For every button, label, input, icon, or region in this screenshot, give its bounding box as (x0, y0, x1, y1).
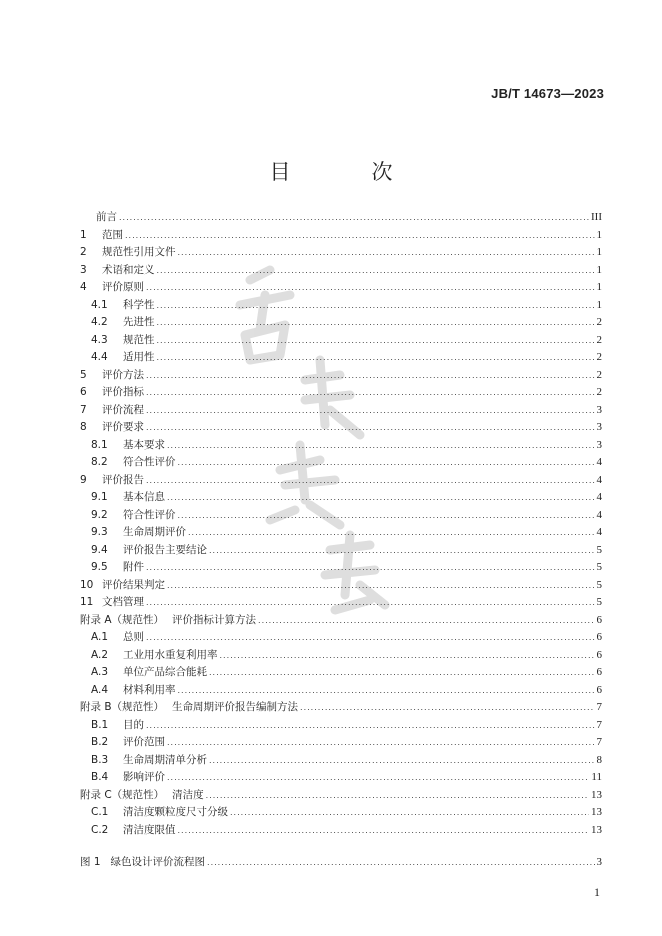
toc-leader-dots (157, 262, 595, 280)
toc-leader-dots (146, 629, 595, 647)
toc-entry-number: 3 (80, 263, 87, 276)
toc-entry[interactable] (80, 647, 602, 665)
toc-entry-page: 6 (596, 666, 602, 678)
toc-entry-page: 5 (596, 543, 602, 556)
page-title: 目 次 (269, 160, 423, 184)
toc-leader-dots (209, 542, 595, 560)
toc-entry-number: 8 (80, 421, 87, 433)
toc-leader-dots (167, 734, 595, 752)
toc-entry-number: 4.1 (91, 298, 108, 311)
toc-entry-title: 单位产品综合能耗 (123, 666, 207, 678)
toc-entry-page: 4 (596, 491, 602, 503)
toc-entry-title: 工业用水重复利用率 (123, 648, 218, 661)
toc-entry-title: 评价要求 (102, 421, 144, 433)
toc-entry[interactable] (80, 734, 602, 752)
toc-entry-number: A.4 (91, 683, 109, 696)
toc-entry[interactable] (80, 454, 602, 472)
toc-entry[interactable] (80, 419, 602, 437)
toc-leader-dots (146, 367, 595, 385)
toc-entry-page: 5 (596, 596, 602, 608)
toc-entry-title: 评价方法 (102, 368, 144, 381)
toc-entry-number: A.2 (91, 648, 109, 661)
toc-entry[interactable] (80, 664, 602, 682)
toc-entry-title: 总则 (123, 631, 144, 643)
page-number: 1 (594, 885, 600, 899)
toc-entry-title: 术语和定义 (102, 263, 155, 276)
toc-entry-title: 评价指标 (102, 386, 144, 398)
toc-entry-title: 附件 (123, 561, 144, 573)
toc-leader-dots (146, 594, 595, 612)
toc-entry-number: 附录 C（规范性） (80, 788, 165, 801)
toc-entry-title: 评价指标计算方法 (172, 613, 257, 626)
toc-entry[interactable] (80, 559, 602, 577)
toc-entry-title: 清洁度限值 (123, 823, 176, 836)
toc-leader-dots (178, 454, 595, 472)
toc-entry-number: 4.2 (91, 316, 108, 328)
toc-entry-page: 7 (596, 736, 602, 748)
toc-entry-number: 8.2 (91, 456, 108, 468)
toc-entry-number: 9.1 (91, 491, 108, 503)
toc-leader-dots (209, 752, 595, 770)
toc-entry-title: 评价报告主要结论 (123, 543, 207, 556)
toc-entry-page: 1 (596, 263, 602, 276)
toc-entry-page: 4 (596, 473, 602, 486)
toc-entry-page: 7 (596, 718, 602, 731)
toc-leader-dots (157, 314, 595, 332)
toc-leader-dots (167, 489, 595, 507)
toc-entry-page: 4 (596, 526, 602, 538)
toc-leader-dots (167, 437, 595, 455)
toc-leader-dots (146, 402, 595, 420)
toc-entry[interactable] (80, 577, 602, 595)
toc-entry-number: 8.1 (91, 438, 108, 451)
toc-entry-page: 5 (596, 561, 602, 573)
toc-entry-title: 规范性引用文件 (102, 246, 176, 258)
toc-leader-dots (178, 682, 595, 700)
toc-entry-page: 3 (596, 438, 602, 451)
toc-leader-dots (188, 524, 595, 542)
toc-entry-title: 生命周期评价 (123, 526, 186, 538)
toc-entry[interactable] (80, 489, 602, 507)
toc-entry[interactable] (80, 717, 602, 735)
toc-entry-page: 13 (591, 788, 602, 801)
toc-entry-title: 符合性评价 (123, 508, 176, 521)
toc-entry-page: 5 (596, 578, 602, 591)
toc-entry-number: 图 1 (80, 856, 101, 868)
toc-entry-number: 9 (80, 473, 87, 486)
toc-entry-title: 评价范围 (123, 736, 165, 748)
toc-entry-title: 评价原则 (102, 281, 144, 293)
toc-entry-title: 生命周期清单分析 (123, 753, 207, 766)
toc-entry-title: 清洁度颗粒度尺寸分级 (123, 806, 228, 818)
toc-entry[interactable] (80, 822, 602, 840)
toc-leader-dots (258, 612, 594, 630)
toc-leader-dots (167, 769, 589, 787)
toc-entry[interactable] (80, 349, 602, 367)
toc-entry-title: 文档管理 (102, 596, 144, 608)
toc-entry-page: 13 (591, 823, 602, 836)
toc-entry-number: 6 (80, 386, 87, 398)
toc-entry-title: 评价结果判定 (102, 578, 165, 591)
toc-entry[interactable] (80, 612, 602, 630)
toc-leader-dots (146, 384, 595, 402)
toc-leader-dots (207, 854, 594, 872)
toc-leader-dots (157, 297, 595, 315)
toc-entry-title: 基本信息 (123, 491, 165, 503)
toc-entry-number: 11 (80, 596, 94, 608)
toc-entry-number: 附录 B（规范性） (80, 701, 165, 713)
toc-entry[interactable] (80, 314, 602, 332)
toc-entry[interactable] (80, 769, 602, 787)
toc-entry-number: A.1 (91, 631, 109, 643)
toc-leader-dots (167, 577, 595, 595)
toc-entry-title: 前言 (96, 211, 117, 223)
toc-leader-dots (178, 507, 595, 525)
toc-entry-number: A.3 (91, 666, 109, 678)
toc-entry-page: 1 (596, 246, 602, 258)
toc-entry-number: 4.3 (91, 333, 108, 346)
toc-leader-dots (300, 699, 594, 717)
toc-entry-number: 10 (80, 578, 94, 591)
toc-entry-title: 生命周期评价报告编制方法 (172, 701, 299, 713)
toc-leader-dots (146, 279, 595, 297)
toc-entry-page: 1 (596, 298, 602, 311)
toc-entry-number: 4.4 (91, 351, 108, 363)
toc-entry-page: 6 (596, 648, 602, 661)
toc-entry[interactable] (80, 507, 602, 525)
toc-entry[interactable] (80, 227, 602, 245)
figure-list (80, 854, 602, 872)
toc-entry-page: 13 (591, 806, 602, 818)
toc-entry[interactable] (80, 437, 602, 455)
toc-leader-dots (178, 244, 595, 262)
toc-entry-page: 2 (596, 368, 602, 381)
toc-entry-number: B.2 (91, 736, 109, 748)
toc-leader-dots (206, 787, 589, 805)
toc-entry-title: 适用性 (123, 351, 155, 363)
toc-entry-title: 范围 (102, 228, 123, 241)
toc-entry[interactable] (80, 682, 602, 700)
toc-entry-number: 4 (80, 281, 87, 293)
toc-leader-dots (157, 332, 595, 350)
toc-leader-dots (146, 419, 595, 437)
toc-entry[interactable] (80, 384, 602, 402)
toc-entry[interactable] (80, 594, 602, 612)
toc-entry-number: 2 (80, 246, 87, 258)
toc-entry-title: 先进性 (123, 316, 155, 328)
toc-entry-page: 6 (596, 631, 602, 643)
toc-leader-dots (125, 227, 595, 245)
toc-entry-number: B.4 (91, 771, 109, 783)
toc-entry[interactable] (80, 752, 602, 770)
toc-entry[interactable] (80, 472, 602, 490)
toc-entry-page: 4 (596, 508, 602, 521)
toc-entry[interactable] (80, 244, 602, 262)
toc-entry[interactable] (80, 524, 602, 542)
toc-entry-page: 2 (596, 333, 602, 346)
toc-entry[interactable] (80, 209, 602, 227)
toc-entry-page: 3 (596, 421, 602, 433)
toc-entry[interactable] (80, 297, 602, 315)
toc-entry-page: 3 (596, 856, 602, 868)
toc-entry-number: 7 (80, 403, 87, 416)
toc-entry-page: 2 (596, 386, 602, 398)
toc-entry-number: C.1 (91, 806, 109, 818)
toc-entry[interactable] (80, 279, 602, 297)
toc-entry-number: B.1 (91, 718, 109, 731)
toc-entry-number: 9.2 (91, 508, 108, 521)
toc-entry-number: 5 (80, 368, 87, 381)
toc-leader-dots (220, 647, 595, 665)
toc-entry-page: 6 (596, 613, 602, 626)
toc-entry[interactable] (80, 699, 602, 717)
toc-leader-dots (230, 804, 589, 822)
toc-entry-title: 绿色设计评价流程图 (110, 856, 206, 868)
toc-entry-page: 11 (591, 771, 602, 783)
toc-entry-number: B.3 (91, 753, 109, 766)
toc-entry[interactable] (80, 787, 602, 805)
toc-leader-dots (146, 559, 595, 577)
toc-entry-page: 3 (596, 403, 602, 416)
toc-entry-number: 9.4 (91, 543, 108, 556)
standard-number: JB/T 14673—2023 (491, 86, 604, 101)
toc-entry-title: 影响评价 (123, 771, 165, 783)
toc-entry-title: 清洁度 (172, 788, 204, 801)
toc-entry-title: 材料利用率 (123, 683, 176, 696)
toc-entry-number: 附录 A（规范性） (80, 613, 165, 626)
toc-entry-number: 1 (80, 228, 87, 241)
toc-leader-dots (157, 349, 595, 367)
toc-entry-title: 评价流程 (102, 403, 144, 416)
table-of-contents (80, 209, 602, 839)
toc-entry-number: 9.3 (91, 526, 108, 538)
toc-entry[interactable] (80, 262, 602, 280)
toc-entry-page: 8 (596, 753, 602, 766)
toc-entry-page: 1 (596, 228, 602, 241)
toc-entry-page: 1 (596, 281, 602, 293)
toc-entry[interactable] (80, 367, 602, 385)
toc-entry-title: 规范性 (123, 333, 155, 346)
toc-entry-page: 2 (596, 351, 602, 363)
toc-entry[interactable] (80, 332, 602, 350)
toc-leader-dots (178, 822, 590, 840)
toc-entry[interactable] (80, 402, 602, 420)
toc-entry[interactable] (80, 629, 602, 647)
toc-entry-number: C.2 (91, 823, 109, 836)
toc-entry-page: 6 (596, 683, 602, 696)
toc-leader-dots (119, 209, 589, 227)
toc-entry-title: 目的 (123, 718, 144, 731)
toc-entry-title: 科学性 (123, 298, 155, 311)
toc-entry[interactable] (80, 542, 602, 560)
toc-entry-page: 2 (596, 316, 602, 328)
toc-entry-title: 评价报告 (102, 473, 144, 486)
toc-leader-dots (146, 472, 595, 490)
toc-entry-page: 4 (596, 456, 602, 468)
toc-entry-number: 9.5 (91, 561, 108, 573)
figure-list-entry[interactable] (80, 854, 602, 872)
toc-entry-page: III (591, 211, 602, 223)
toc-leader-dots (209, 664, 595, 682)
toc-entry[interactable] (80, 804, 602, 822)
toc-leader-dots (146, 717, 595, 735)
toc-entry-title: 符合性评价 (123, 456, 176, 468)
toc-entry-title: 基本要求 (123, 438, 165, 451)
toc-entry-page: 7 (596, 701, 602, 713)
